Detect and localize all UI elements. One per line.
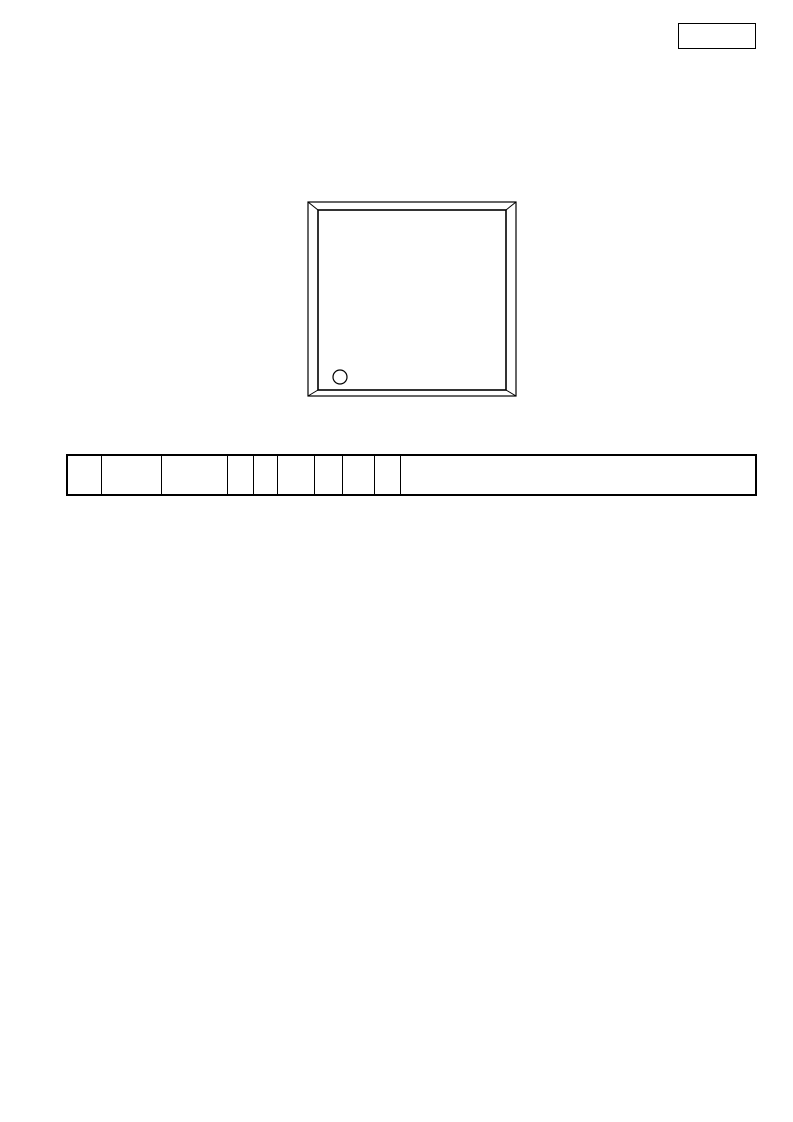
header-ext xyxy=(314,455,342,495)
header-pin-name xyxy=(101,455,161,495)
terminal-function-table xyxy=(66,454,757,496)
header-det xyxy=(253,455,277,495)
ic-package-diagram xyxy=(270,172,550,422)
header-ini xyxy=(374,455,400,495)
header-symbol xyxy=(161,455,227,495)
ic-body-inner xyxy=(318,210,506,390)
table-header-row xyxy=(67,455,756,495)
header-int-pu xyxy=(277,455,314,495)
header-pin-no xyxy=(67,455,101,495)
header-function xyxy=(400,455,756,495)
header-res xyxy=(342,455,374,495)
pin1-marker-dot xyxy=(333,370,347,384)
header-io xyxy=(227,455,253,495)
model-label xyxy=(678,23,756,49)
